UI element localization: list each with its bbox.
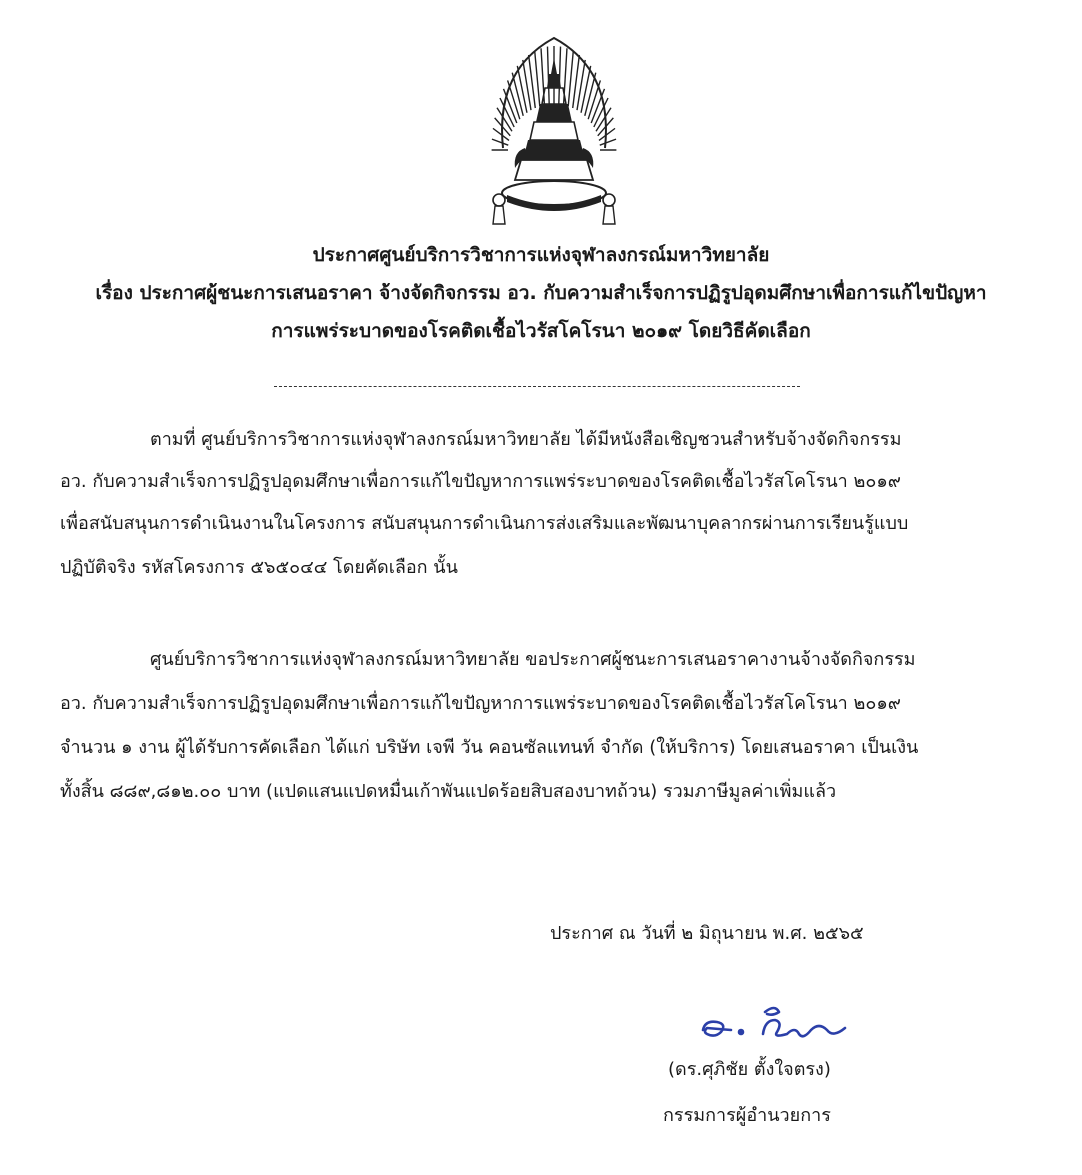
- emblem-ray: [492, 139, 508, 145]
- emblem-ray: [568, 51, 573, 106]
- signatory-name: (ดร.ศุภิชัย ตั้งใจตรง): [668, 1059, 831, 1080]
- heading-divider: [274, 386, 800, 387]
- paragraph-2-line-1: ศูนย์บริการวิชาการแห่งจุฬาลงกรณ์มหาวิทยาลัย ขอประกาศผู้ชนะการเสนอราคางานจ้างจัดกิจกรรม: [150, 649, 916, 670]
- emblem-ray: [600, 139, 616, 145]
- signature-image: [695, 1000, 855, 1046]
- emblem-ray: [599, 128, 615, 140]
- paragraph-2-line-3: จำนวน ๑ งาน ผู้ได้รับการคัดเลือก ได้แก่ บริษัท เจพี วัน คอนซัลแทนท์ จำกัด (ให้บริการ) โดยเสนอราคา เป็นเงิน: [60, 737, 919, 758]
- emblem-ray: [535, 51, 540, 106]
- paragraph-2-line-4: ทั้งสิ้น ๘๘๙,๘๑๒.๐๐ บาท (แปดแสนแปดหมื่นเก้าพันแปดร้อยสิบสองบาทถ้วน) รวมภาษีมูลค่าเพิ่มแล้ว: [60, 781, 837, 802]
- signatory-position: กรรมการผู้อำนวยการ: [663, 1105, 831, 1126]
- paragraph-1-line-3: เพื่อสนับสนุนการดำเนินงานในโครงการ สนับสนุนการดำเนินการส่งเสริมและพัฒนาบุคลากรผ่านการเรียนรู้แบบ: [60, 513, 909, 534]
- document-subject-line-1: เรื่อง ประกาศผู้ชนะการเสนอราคา จ้างจัดกิจกรรม อว. กับความสำเร็จการปฏิรูปอุดมศึกษาเพื่อการแก้ไขปัญหา: [95, 282, 987, 304]
- paragraph-1-line-1: ตามที่ ศูนย์บริการวิชาการแห่งจุฬาลงกรณ์มหาวิทยาลัย ได้มีหนังสือเชิญชวนสำหรับจ้างจัดกิจกรรม: [150, 429, 902, 450]
- paragraph-2-line-2: อว. กับความสำเร็จการปฏิรูปอุดมศึกษาเพื่อการแก้ไขปัญหาการแพร่ระบาดของโรคติดเชื้อไวรัสโคโรนา ๒๐๑๙: [60, 693, 901, 714]
- paragraph-1-line-2: อว. กับความสำเร็จการปฏิรูปอุดมศึกษาเพื่อการแก้ไขปัญหาการแพร่ระบาดของโรคติดเชื้อไวรัสโคโรนา ๒๐๑๙: [60, 471, 901, 492]
- document-subject-line-2: การแพร่ระบาดของโรคติดเชื้อไวรัสโคโรนา ๒๐๑๙ โดยวิธีคัดเลือก: [271, 320, 811, 342]
- paragraph-1-line-4: ปฏิบัติจริง รหัสโครงการ ๕๖๕๐๔๔ โดยคัดเลือก นั้น: [60, 557, 458, 578]
- university-emblem: [485, 30, 623, 230]
- emblem-ray: [493, 128, 509, 140]
- document-title: ประกาศศูนย์บริการวิชาการแห่งจุฬาลงกรณ์มหาวิทยาลัย: [312, 244, 770, 266]
- announcement-date: ประกาศ ณ วันที่ ๒ มิถุนายน พ.ศ. ๒๕๖๕: [550, 923, 864, 944]
